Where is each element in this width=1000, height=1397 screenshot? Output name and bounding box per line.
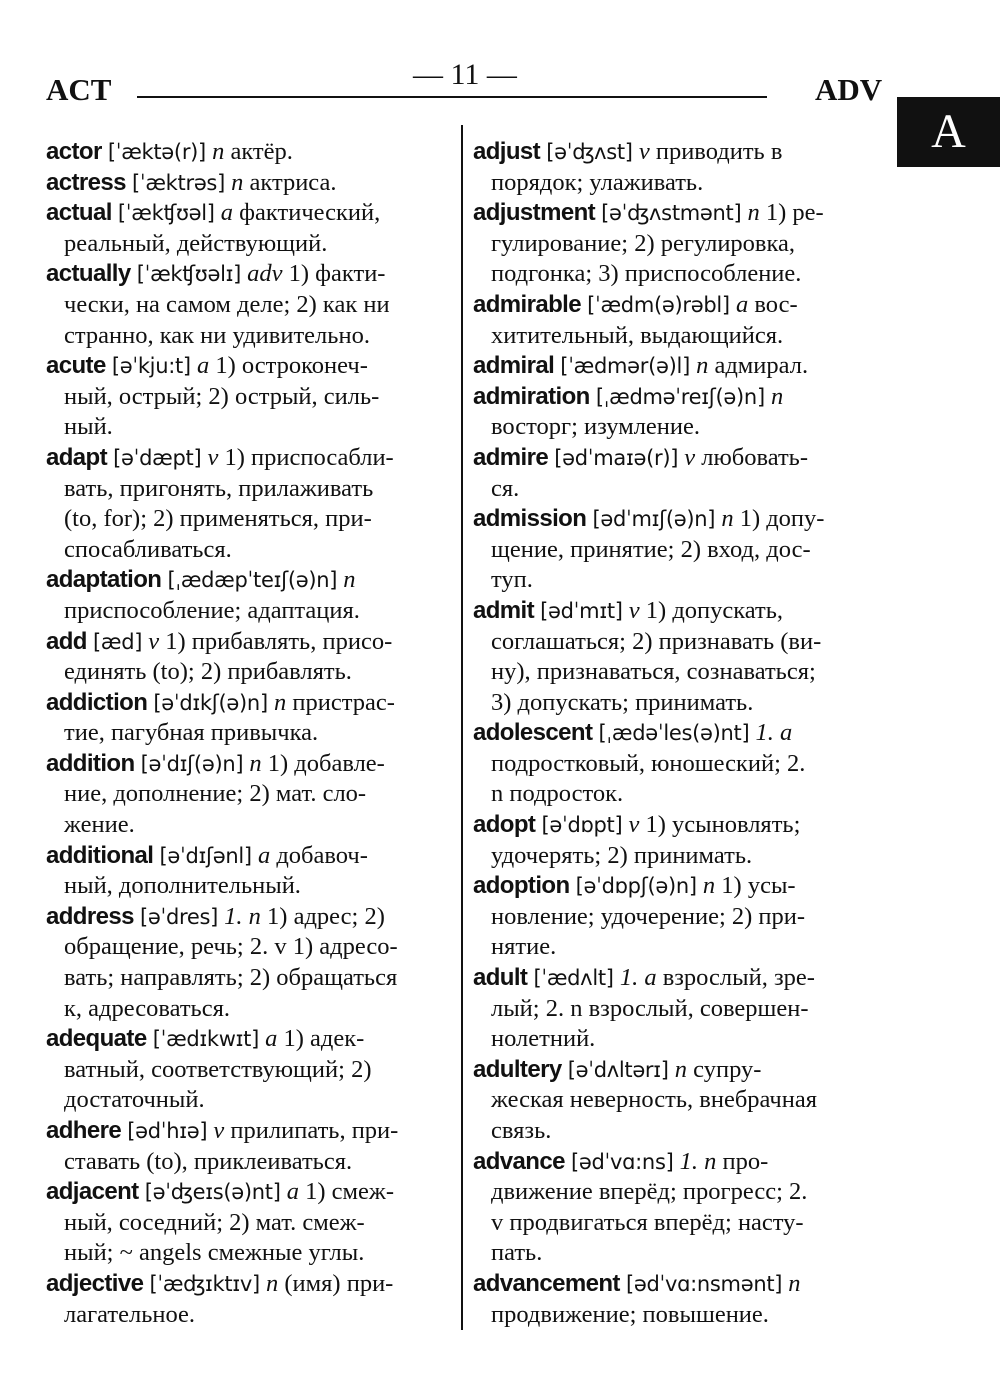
definition-text: хитительный, выдающийся. (491, 321, 784, 349)
entry-line (473, 565, 895, 596)
definition-text: гулирование; 2) регулировка, (491, 229, 796, 257)
entry-line (46, 1208, 450, 1239)
entry-line (46, 1177, 450, 1208)
entry-line (473, 596, 895, 627)
entry-line (473, 841, 895, 872)
entry-line (46, 749, 450, 780)
entry-line (473, 474, 895, 505)
definition-text: любовать- (701, 443, 809, 471)
definition-text: нятие. (491, 933, 557, 961)
part-of-speech: n (696, 352, 709, 380)
definition-text: восторг; изумление. (491, 413, 701, 441)
transcription: [əˈdɪʃənl] (159, 843, 252, 868)
headword: actual (46, 199, 112, 227)
definition-text: про- (722, 1147, 769, 1175)
entry-line (473, 1238, 895, 1269)
headword: adjacent (46, 1178, 139, 1206)
transcription: [əˈdʌltərɪ] (567, 1057, 669, 1082)
dictionary-entry (46, 688, 450, 749)
dictionary-entry (473, 718, 895, 810)
definition-text: достаточный. (64, 1086, 205, 1114)
dictionary-entry (473, 382, 895, 443)
entry-line (46, 504, 450, 535)
entry-line (46, 1147, 450, 1178)
transcription: [ˈæʤɪktɪv] (149, 1271, 260, 1296)
entry-line (473, 321, 895, 352)
definition-text: туп. (491, 566, 533, 594)
transcription: [æd] (93, 629, 143, 654)
entry-line (46, 198, 450, 229)
definition-text: ние, дополнение; 2) мат. сло- (64, 780, 367, 808)
definition-text: вать; направлять; 2) обращаться (64, 964, 398, 992)
definition-text: 1) факти- (288, 260, 386, 288)
headword: adopt (473, 811, 536, 839)
definition-text: адмирал. (714, 352, 809, 380)
entry-line (46, 168, 450, 199)
entry-line (473, 535, 895, 566)
dictionary-entry (473, 596, 895, 718)
entry-line (46, 321, 450, 352)
headword: add (46, 627, 87, 655)
dictionary-entry (46, 1116, 450, 1177)
headword: address (46, 902, 134, 930)
definition-text: взрослый, зре- (662, 964, 815, 992)
definition-text: 1) адрес; 2) (267, 902, 385, 930)
definition-text: 1) ре- (765, 199, 824, 227)
headword: addiction (46, 688, 148, 716)
dictionary-entry (46, 749, 450, 841)
part-of-speech: v (628, 811, 640, 839)
part-of-speech: n (266, 1269, 279, 1297)
entry-line (473, 810, 895, 841)
entry-line (473, 1269, 895, 1300)
entry-line (46, 779, 450, 810)
headword: admiral (473, 352, 555, 380)
part-of-speech: v (628, 596, 640, 624)
definition-text: 1) допу- (739, 505, 825, 533)
part-of-speech: n (721, 505, 734, 533)
entry-line (473, 688, 895, 719)
definition-text: 1) остроконеч- (215, 352, 368, 380)
definition-text: щение, принятие; 2) вход, дос- (491, 535, 811, 563)
entry-line (46, 841, 450, 872)
entry-line (473, 749, 895, 780)
entry-line (46, 1269, 450, 1300)
dictionary-entry (46, 627, 450, 688)
transcription: [ˈækʧʊəl] (117, 201, 215, 226)
entry-line (473, 1208, 895, 1239)
definition-text: приспособление; адаптация. (64, 596, 360, 624)
transcription: [ˌædəˈles(ə)nt] (598, 721, 750, 746)
definition-text: вать, пригонять, прилаживать (64, 474, 374, 502)
definition-text: приводить в (655, 138, 783, 165)
part-of-speech: n (747, 199, 760, 227)
dictionary-entry (46, 841, 450, 902)
definition-text: фактический, (239, 199, 381, 227)
entry-line (46, 596, 450, 627)
part-of-speech: n (231, 168, 244, 196)
dictionary-entry (473, 1269, 895, 1330)
part-of-speech: a (735, 290, 749, 318)
entry-line (473, 718, 895, 749)
headword: adjustment (473, 199, 596, 227)
part-of-speech: v (684, 443, 696, 471)
definition-text: 3) допускать; принимать. (491, 688, 754, 716)
definition-text: актриса. (249, 168, 337, 196)
transcription: [ədˈvɑ:nsmənt] (625, 1271, 783, 1296)
transcription: [ˈæktrəs] (132, 170, 225, 195)
part-of-speech: 1. n (224, 902, 261, 930)
transcription: [əˈkju:t] (111, 354, 191, 379)
definition-text: 1) усыновлять; (645, 811, 801, 839)
definition-text: ный, соседний; 2) мат. смеж- (64, 1208, 365, 1236)
definition-text: ный; ~ angels смежные углы. (64, 1239, 365, 1267)
entry-line (473, 382, 895, 413)
thumb-index-tab: A (897, 97, 1000, 167)
transcription: [ˈæktə(r)] (107, 140, 206, 164)
definition-text: лый; 2. n взрослый, совершен- (491, 994, 809, 1022)
dictionary-entry (46, 137, 450, 168)
entry-line (473, 229, 895, 260)
part-of-speech: 1. n (679, 1147, 717, 1175)
entry-line (46, 290, 450, 321)
part-of-speech: v (213, 1117, 225, 1144)
dictionary-entry (473, 504, 895, 596)
entry-line (46, 1238, 450, 1269)
header-rule (137, 96, 767, 98)
headword: admiration (473, 382, 590, 410)
part-of-speech: n (273, 688, 287, 716)
definition-text: 1) приспосабли- (224, 443, 394, 471)
entry-line (473, 1055, 895, 1086)
definition-text: реальный, действующий. (64, 229, 328, 257)
transcription: [ədˈvɑ:ns] (570, 1149, 674, 1174)
part-of-speech: n (343, 566, 356, 594)
transcription: [əˈdres] (139, 904, 219, 929)
entry-line (473, 963, 895, 994)
entry-line (46, 1116, 450, 1147)
part-of-speech: adv (247, 260, 283, 288)
dictionary-entry (473, 1147, 895, 1269)
definition-text: ставать (to), приклеиваться. (64, 1147, 353, 1175)
entry-line (46, 627, 450, 658)
headword: additional (46, 841, 154, 869)
dictionary-entry (46, 351, 450, 443)
headword: adultery (473, 1055, 562, 1083)
part-of-speech: v (207, 443, 219, 471)
part-of-speech: 1. a (619, 964, 657, 992)
definition-text: n подросток. (491, 780, 624, 808)
headword: adult (473, 964, 528, 992)
definition-text: порядок; улаживать. (491, 168, 704, 196)
definition-text: ный, острый; 2) острый, силь- (64, 382, 380, 410)
transcription: [ˈædmər(ə)l] (560, 354, 690, 379)
transcription: [əˈdɪkʃ(ə)n] (153, 690, 268, 715)
transcription: [ədˈmɪʃ(ə)n] (592, 507, 716, 532)
entry-line (473, 351, 895, 382)
guide-word-right: ADV (815, 72, 883, 107)
definition-text: подгонка; 3) приспособление. (491, 260, 802, 288)
dictionary-entry (473, 198, 895, 290)
headword: adaptation (46, 566, 162, 594)
definition-text: добавоч- (276, 841, 368, 869)
definition-text: ну), признаваться, сознаваться; (491, 658, 816, 686)
entry-line (473, 198, 895, 229)
entry-line (473, 1116, 895, 1147)
entry-line (473, 137, 895, 168)
dictionary-entry (46, 198, 450, 259)
entry-line (473, 871, 895, 902)
transcription: [əˈʤʌstmənt] (601, 201, 742, 226)
dictionary-entry (473, 810, 895, 871)
entry-line (46, 474, 450, 505)
entry-line (46, 1024, 450, 1055)
dictionary-entry (46, 902, 450, 1024)
definition-text: жеская неверность, внебрачная (491, 1086, 818, 1114)
dictionary-entry (473, 1055, 895, 1147)
headword: admit (473, 596, 535, 624)
part-of-speech: a (196, 352, 210, 380)
entry-line (46, 1055, 450, 1086)
dictionary-entry (473, 137, 895, 198)
page-number: — 11 — (413, 58, 517, 91)
transcription: [əˈʤeɪs(ə)nt] (144, 1180, 281, 1205)
dictionary-entry (46, 443, 450, 565)
headword: actually (46, 260, 131, 288)
entry-line (46, 657, 450, 688)
entry-line (473, 168, 895, 199)
part-of-speech: v (148, 627, 160, 655)
headword: adapt (46, 443, 108, 471)
entry-line (473, 1147, 895, 1178)
transcription: [əˈdɪʃ(ə)n] (140, 751, 244, 776)
entry-line (473, 657, 895, 688)
definition-text: ватный, соответствующий; 2) (64, 1055, 372, 1083)
definition-text: v продвигаться вперёд; насту- (491, 1208, 804, 1236)
definition-text: 1) адек- (283, 1025, 365, 1053)
headword: acute (46, 352, 106, 380)
dictionary-entry (473, 443, 895, 504)
entry-line (473, 902, 895, 933)
entry-line (473, 1177, 895, 1208)
part-of-speech: n (702, 872, 716, 900)
part-of-speech: n (249, 749, 262, 777)
headword: actor (46, 138, 102, 165)
headword: adhere (46, 1117, 122, 1144)
headword: adjective (46, 1269, 144, 1297)
entry-line (46, 932, 450, 963)
definition-text: тие, пагубная привычка. (64, 719, 319, 747)
transcription: [ədˈmaɪə(r)] (554, 445, 679, 470)
definition-text: единять (to); 2) прибавлять. (64, 658, 352, 686)
definition-text: жение. (64, 811, 135, 839)
definition-text: чески, на самом деле; 2) как ни (64, 290, 390, 318)
definition-text: 1) добавле- (267, 749, 385, 777)
entry-line (46, 688, 450, 719)
headword: admission (473, 505, 587, 533)
entry-line (473, 1024, 895, 1055)
part-of-speech: a (220, 199, 234, 227)
part-of-speech: 1. a (755, 719, 793, 747)
entry-line (46, 565, 450, 596)
part-of-speech: n (212, 138, 225, 165)
transcription: [əˈdɒpʃ(ə)n] (575, 874, 697, 899)
definition-text: соглашаться; 2) признавать (ви- (491, 627, 822, 655)
entry-line (46, 535, 450, 566)
definition-text: пристрас- (292, 688, 395, 716)
entry-line (46, 871, 450, 902)
entry-line (473, 259, 895, 290)
guide-word-left: ACT (46, 72, 112, 107)
entry-line (46, 443, 450, 474)
definition-text: новление; удочерение; 2) при- (491, 902, 806, 930)
dictionary-entry (46, 1024, 450, 1116)
definition-text: нолетний. (491, 1025, 596, 1053)
entry-line (473, 290, 895, 321)
dictionary-entry (473, 871, 895, 963)
entry-line (473, 1300, 895, 1331)
headword: adequate (46, 1025, 147, 1053)
entry-line (473, 443, 895, 474)
column-divider (461, 125, 463, 1330)
part-of-speech: a (286, 1178, 299, 1206)
transcription: [ədˈmɪt] (540, 598, 623, 623)
transcription: [ˈædʌlt] (533, 966, 614, 991)
transcription: [ədˈhɪə] (127, 1119, 208, 1143)
entry-line (46, 994, 450, 1025)
entry-line (473, 627, 895, 658)
headword: addition (46, 749, 135, 777)
entry-line (46, 229, 450, 260)
transcription: [ˈædɪkwɪt] (152, 1027, 259, 1052)
definition-text: 1) прибавлять, присо- (165, 627, 393, 655)
definition-text: лагательное. (64, 1300, 196, 1328)
definition-text: странно, как ни удивительно. (64, 321, 370, 349)
entry-line (46, 382, 450, 413)
part-of-speech: n (770, 382, 784, 410)
transcription: [ˌædməˈreɪʃ(ə)n] (595, 384, 765, 409)
definition-text: прилипать, при- (230, 1117, 399, 1144)
entry-line (473, 1085, 895, 1116)
entry-line (46, 259, 450, 290)
part-of-speech: a (265, 1025, 278, 1053)
part-of-speech: a (257, 841, 271, 869)
definition-text: актёр. (230, 138, 293, 165)
transcription: [əˈʤʌst] (546, 140, 633, 164)
definition-text: движение вперёд; прогресс; 2. (491, 1178, 808, 1206)
definition-text: обращение, речь; 2. v 1) адресо- (64, 933, 398, 961)
dictionary-entry (46, 1177, 450, 1269)
definition-text: 1) допускать, (645, 596, 784, 624)
entry-line (473, 504, 895, 535)
transcription: [ˈækʧʊəlɪ] (136, 262, 241, 287)
headword: actress (46, 168, 126, 196)
headword: advancement (473, 1269, 620, 1297)
entry-line (473, 779, 895, 810)
entry-line (46, 963, 450, 994)
headword: adoption (473, 872, 570, 900)
definition-text: вос- (754, 290, 798, 318)
entry-line (473, 994, 895, 1025)
entry-line (473, 412, 895, 443)
dictionary-entry (473, 290, 895, 351)
definition-text: к, адресоваться. (64, 994, 230, 1022)
entry-line (46, 412, 450, 443)
entry-line (46, 351, 450, 382)
definition-text: пать. (491, 1239, 543, 1267)
entry-line (46, 902, 450, 933)
definition-text: 1) усы- (721, 872, 796, 900)
definition-text: (to, for); 2) применяться, при- (64, 505, 372, 533)
entry-line (46, 718, 450, 749)
dictionary-entry (46, 259, 450, 351)
transcription: [ˌædæpˈteɪʃ(ə)n] (167, 568, 338, 593)
definition-text: подростковый, юношеский; 2. (491, 749, 806, 777)
headword: admirable (473, 290, 581, 318)
headword: adjust (473, 138, 541, 165)
definition-text: 1) смеж- (305, 1178, 394, 1206)
dictionary-entry (46, 168, 450, 199)
entry-line (46, 137, 450, 168)
definition-text: связь. (491, 1117, 552, 1144)
part-of-speech: n (788, 1269, 801, 1297)
definition-text: ный. (64, 413, 113, 441)
headword: adolescent (473, 719, 593, 747)
entry-line (473, 932, 895, 963)
definition-text: ся. (491, 474, 520, 502)
headword: advance (473, 1147, 565, 1175)
dictionary-entry (46, 1269, 450, 1330)
definition-text: (имя) при- (284, 1269, 394, 1297)
part-of-speech: v (638, 138, 650, 165)
definition-text: ный, дополнительный. (64, 872, 301, 900)
headword: admire (473, 443, 549, 471)
left-column (46, 137, 450, 1330)
definition-text: супру- (693, 1055, 762, 1083)
definition-text: спосабливаться. (64, 535, 232, 563)
entry-line (46, 1085, 450, 1116)
part-of-speech: n (674, 1055, 688, 1083)
dictionary-entry (46, 565, 450, 626)
transcription: [əˈdɒpt] (541, 813, 623, 838)
definition-text: продвижение; повышение. (491, 1300, 769, 1328)
transcription: [əˈdæpt] (113, 445, 202, 470)
entry-line (46, 810, 450, 841)
right-column (473, 137, 895, 1330)
definition-text: удочерять; 2) принимать. (491, 841, 753, 869)
transcription: [ˈædm(ə)rəbl] (587, 292, 730, 317)
dictionary-entry (473, 963, 895, 1055)
dictionary-entry (473, 351, 895, 382)
entry-line (46, 1300, 450, 1331)
